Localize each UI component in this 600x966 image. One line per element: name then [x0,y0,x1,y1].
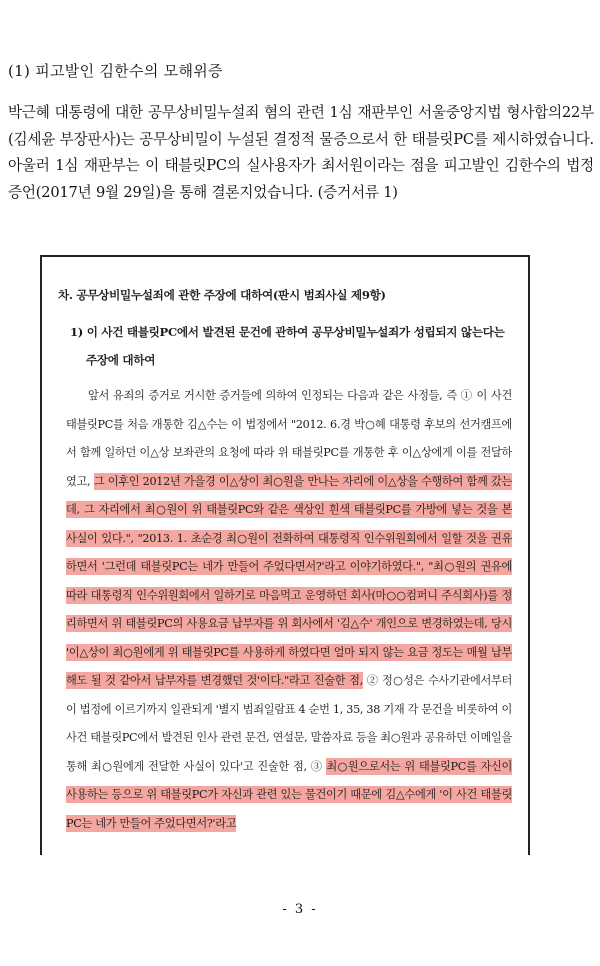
evidence-document-excerpt [40,255,530,855]
intro-text: 박근혜 대통령에 대한 공무상비밀누설죄 혐의 관련 1심 재판부인 서울중앙지법 형사합의22부(김세윤 부장판사)는 공무상비밀이 누설된 결정적 물증으로서 한 태블릿PC를 제시하였습니다. 아울러 1심 재판부는 이 태블릿PC의 실사용자가 최서원이라는 점을 피고발인 김한수의 법정증언(2017년 9월 29일)을 통해 결론지었습니다. (증거서류 1) [8,104,594,201]
highlighted-text-1: 그 이후인 2012년 가을경 이△상이 최○원을 만나는 자리에 이△상을 수행하여 함께 갔는데, 그 자리에서 최○원이 위 태블릿PC와 같은 색상인 흰색 태블릿PC를 가방에 넣는 것을 본 사실이 있다.", "2013. 1. 초순경 최○원이 전화하여 대통령직 인수위원회에서 일할 것을 권유하면서 '그런데 태블릿PC는 네가 만들어 주었다면서?'라고 이야기하였다.", "최○원의 권유에 따라 대통령직 인수위원회에서 일하기로 마음먹고 운영하던 회사(마○○컴퍼니 주식회사)를 정리하면서 위 태블릿PC의 사용요금 납부자를 위 회사에서 '김△수' 개인으로 변경하였는데, 당시 '이△상이 최○원에게 위 태블릿PC를 사용하게 하였다면 얼마 되지 않는 요금 정도는 매월 납부해도 될 것 같아서 납부자를 변경했던 것'이다."라고 진술한 점, [66,474,512,687]
highlighted-text-2: 최○원으로서는 위 태블릿PC를 자신이 사용하는 등으로 위 태블릿PC가 자신과 관련 있는 물건이기 때문에 김△수에게 '이 사건 태블릿PC는 네가 만들어 주었다면서?'라고 [66,759,512,830]
section-heading: (1) 피고발인 김한수의 모해위증 [8,62,223,80]
intro-paragraph [8,100,594,206]
excerpt-text-2: ② 정○성은 수사기관에서부터 이 법정에 이르기까지 일관되게 '별지 범죄일람표 4 순번 1, 35, 38 기재 각 문건을 비롯하여 이 사건 태블릿PC에서 발견된 인사 관련 문건, 연설문, 말씀자료 등을 최○원과 공유하던 이메일을 통해 최○원에게 전달한 사실이 있다'고 진술한 점, ③ [66,674,513,773]
excerpt-body [66,382,512,838]
excerpt-subtitle: 1) 이 사건 태블릿PC에서 발견된 문건에 관하여 공무상비밀누설죄가 성립되지 않는다는 주장에 대하여 [70,325,505,367]
excerpt-text-1: 앞서 유죄의 증거로 거시한 증거들에 의하여 인정되는 다음과 같은 사정들, 즉 ① 이 사건 태블릿PC를 처음 개통한 김△수는 이 법정에서 "2012. 6.경 박○혜 대통령 후보의 선거캠프에서 함께 일하던 이△상 보좌관의 요청에 따라 위 태블릿PC를 개통한 후 이△상에게 이를 전달하였고, [66,389,512,488]
page-number: - 3 - [282,902,318,917]
excerpt-title: 차. 공무상비밀누설죄에 관한 주장에 대하여(판시 범죄사실 제9항) [58,288,386,302]
excerpt-content [58,287,513,838]
